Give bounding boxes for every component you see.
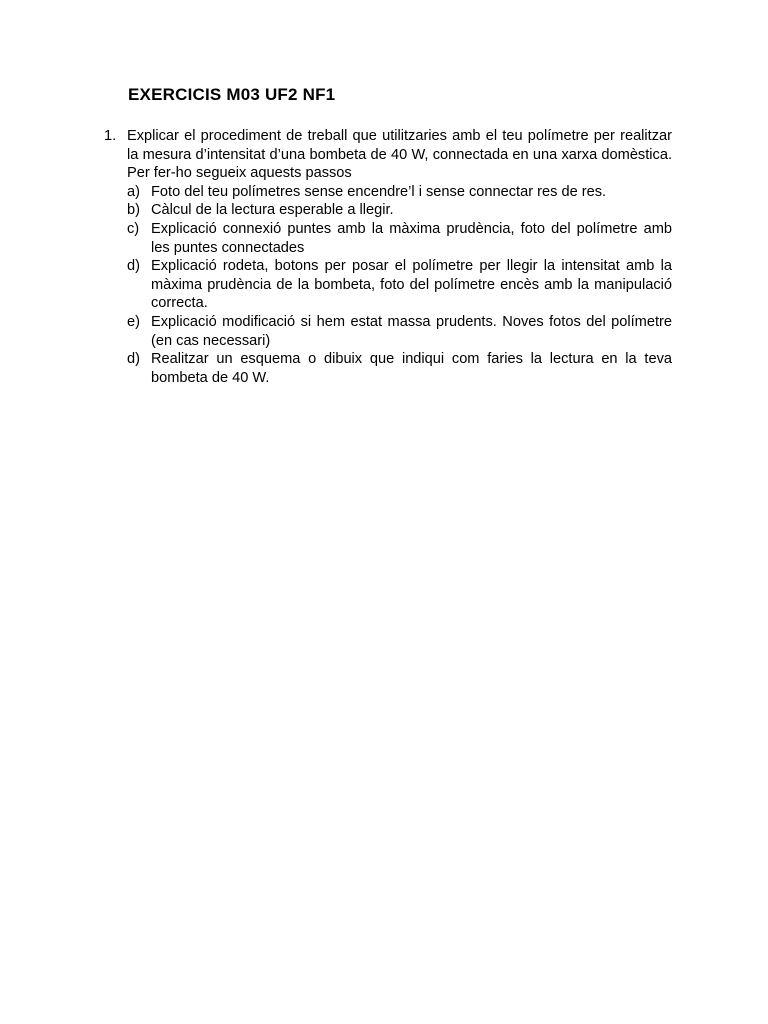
step-letter: d): [127, 351, 140, 368]
step-letter: e): [127, 313, 140, 330]
document-title: EXERCICIS M03 UF2 NF1: [128, 85, 336, 104]
step-letter: d): [127, 258, 140, 275]
step-text: Explicació rodeta, botons per posar el polímetre per llegir la intensitat amb la màxima prudència de la bombeta, foto del polímetre encès amb la manipulació correcta.: [151, 258, 672, 312]
question-row: [104, 127, 672, 183]
question-text: Explicar el procediment de treball que utilitzaries amb el teu polímetre per realitzar la mesura d’intensitat d’una bombeta de 40 W, connectada en una xarxa domèstica. Per fer-ho segueix aquests passos: [127, 128, 672, 182]
step-text: Càlcul de la lectura esperable a llegir.: [151, 202, 394, 219]
step-letter: a): [127, 183, 140, 200]
question-number: 1.: [104, 128, 117, 144]
step-text: Realitzar un esquema o dibuix que indiqui com faries la lectura en la teva bombeta de 40 W.: [151, 351, 672, 386]
question-1: [104, 127, 672, 387]
step-item-final: [127, 350, 672, 387]
step-text: Explicació connexió puntes amb la màxima prudència, foto del polímetre amb les puntes connectades: [151, 220, 672, 256]
step-letter: c): [127, 220, 140, 237]
step-item-b: [127, 201, 672, 220]
step-list: [127, 183, 672, 388]
step-item-a: [127, 183, 672, 202]
step-item-e: [127, 313, 672, 350]
step-letter: b): [127, 202, 140, 219]
step-text: Foto del teu polímetres sense encendre’l i sense connectar res de res.: [151, 183, 607, 200]
step-text: Explicació modificació si hem estat massa prudents. Noves fotos del polímetre (en cas necessari): [151, 313, 672, 349]
step-item-c: [127, 220, 672, 257]
step-item-d: [127, 257, 672, 313]
